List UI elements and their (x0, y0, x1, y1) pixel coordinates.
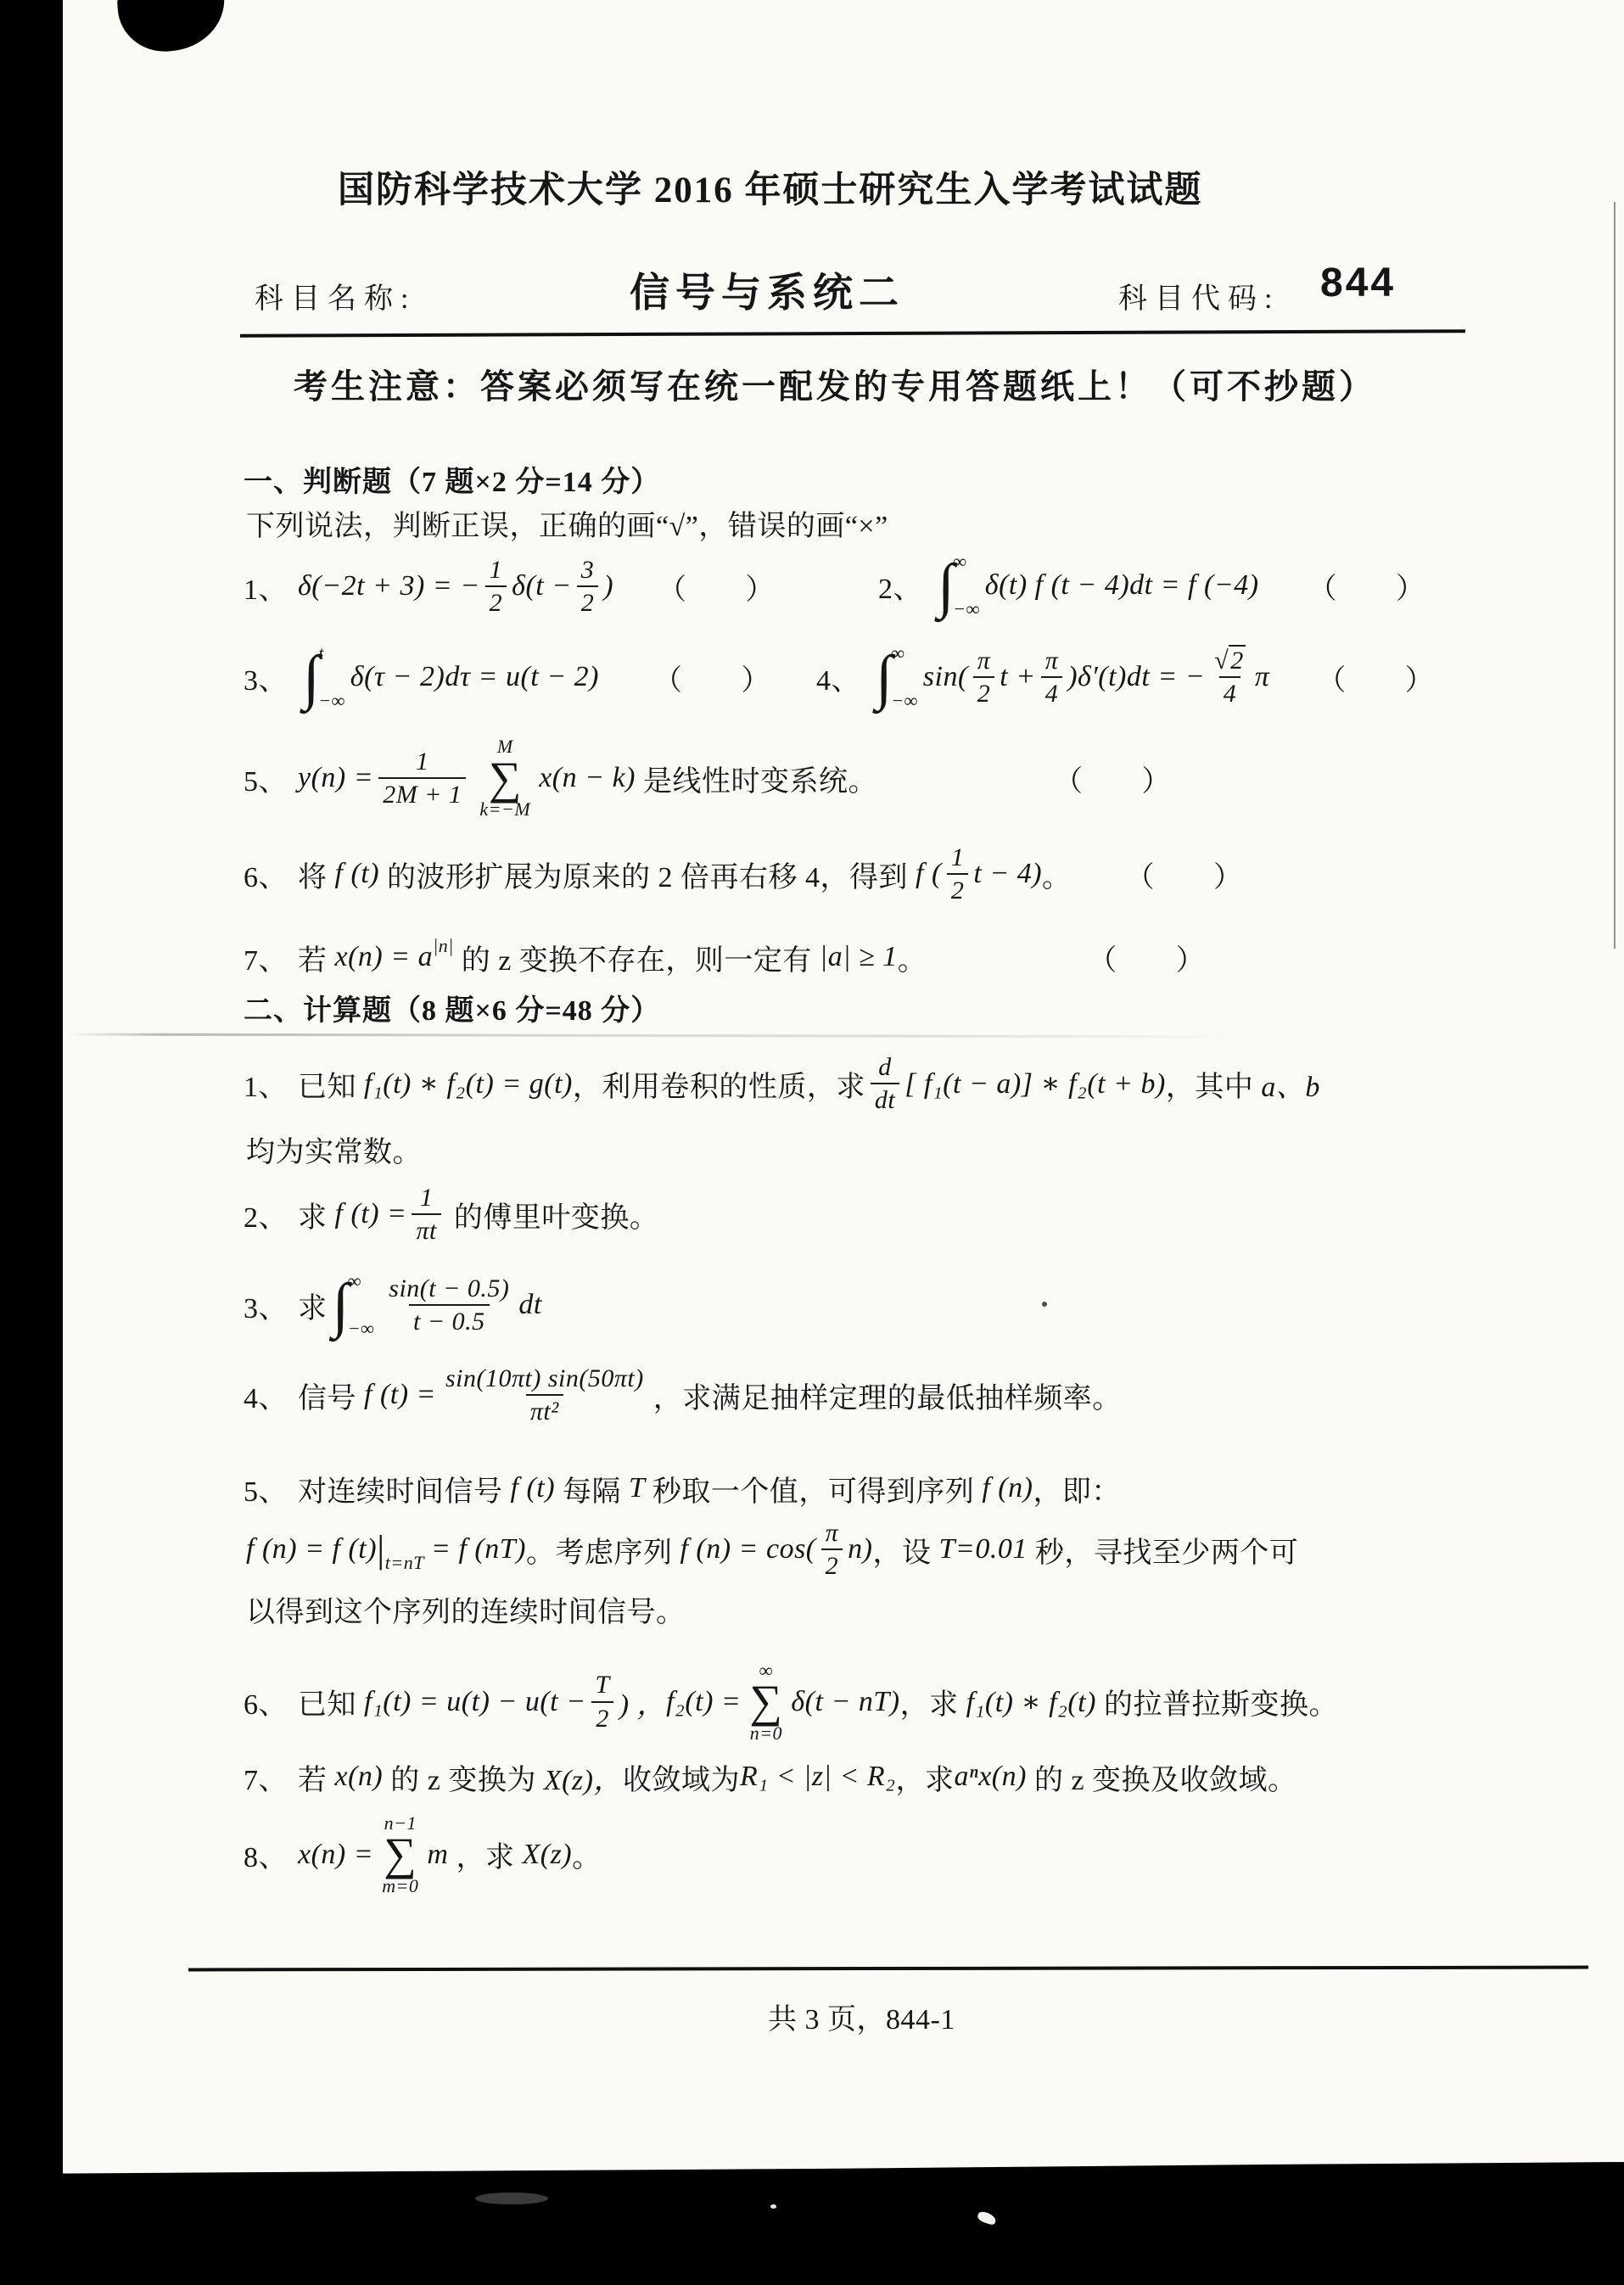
page-title (338, 161, 1203, 213)
denominator: 4 (1041, 676, 1063, 710)
summation (479, 736, 530, 820)
code-value (1320, 260, 1396, 306)
formula: δ(τ − 2)dτ = u(t − 2) (350, 661, 599, 692)
sec2-question-5-line2 (246, 1512, 1298, 1587)
denominator: 2 (973, 676, 995, 710)
numerator: 1 (950, 843, 965, 871)
notice-text: 考生注意：答案必须写在统一配发的专用答题纸上！（可不抄题） (294, 368, 1376, 406)
integral-limits (318, 640, 345, 714)
formula: f (t) = (364, 1379, 436, 1410)
statement-text: 的 z 变换为 (383, 1764, 544, 1796)
section1-header (244, 458, 660, 500)
sigma-sign: ∑ (384, 1829, 417, 1880)
answer-parens: （ ） (1088, 944, 1206, 977)
formula: T (629, 1472, 652, 1504)
subscript: t=nT (384, 1552, 424, 1573)
statement-text: 每隔 (563, 1476, 630, 1508)
page-footer (768, 1996, 955, 2037)
formula: |a| ≥ 1 (819, 941, 898, 972)
statement-text: 。考虑序列 (525, 1537, 680, 1569)
sum-lower: k=−M (479, 798, 531, 820)
q-number: 3、 (244, 664, 288, 697)
q-number: 5、 (244, 765, 288, 798)
formula: f (t) = (334, 1198, 407, 1229)
sec1-question-2 (878, 547, 1425, 624)
fraction (485, 554, 507, 619)
statement-text: ，设 (872, 1537, 939, 1569)
q-number: 7、 (244, 1764, 288, 1796)
sec2-question-8 (244, 1806, 602, 1903)
scan-left-black-edge (0, 0, 63, 2285)
statement-text: ，其中 (1165, 1071, 1262, 1103)
formula: δ(t) f (t − 4)dt = f (−4) (984, 569, 1259, 601)
lower-limit: −∞ (318, 690, 345, 711)
statement-text: ，求 (456, 1842, 523, 1873)
formula: f ( (916, 858, 942, 889)
sec2-question-1 (244, 1045, 1320, 1122)
statement-text: 的 z 变换不存在，则一定有 (453, 944, 820, 977)
statement-text: 求 (298, 1201, 335, 1234)
numerator: sin(t − 0.5) (389, 1274, 510, 1302)
sec2-question-5-line3 (246, 1588, 686, 1629)
section2-header-text: 二、计算题（8 题×6 分=48 分） (244, 995, 661, 1027)
scan-crease-line (66, 1033, 1254, 1039)
answer-parens: （ ） (652, 664, 770, 697)
denominator: 2M + 1 (378, 777, 466, 811)
sec1-question-7 (244, 932, 1205, 983)
sec2-question-5-line1 (244, 1466, 1121, 1510)
q-number: 6、 (244, 1689, 288, 1721)
summation (382, 1812, 418, 1896)
sum-lower: m=0 (382, 1874, 419, 1896)
statement-text: 已知 (298, 1689, 364, 1721)
sigma-sign: ∑ (749, 1676, 783, 1728)
statement-text: 信号 (298, 1382, 364, 1414)
formula: x(n) = a (334, 941, 434, 972)
fraction (591, 1669, 614, 1734)
q-number: 2、 (878, 573, 922, 605)
fraction (412, 1182, 440, 1247)
section1-instruction (246, 502, 888, 544)
formula: x(n) (334, 1761, 384, 1792)
subject-label-text: 科目名称: (255, 283, 417, 315)
fraction (973, 645, 995, 710)
code-label (1118, 275, 1280, 316)
statement-text: 。 (572, 1842, 602, 1873)
statement-text: 若 (298, 1764, 335, 1796)
statement-text: 的波形扩展为原来的 2 倍再右移 4，得到 (387, 861, 916, 893)
denominator: dt (871, 1083, 899, 1117)
formula: a、b (1261, 1071, 1320, 1103)
fraction (1041, 645, 1063, 710)
formula: t − 4) (973, 858, 1043, 889)
q-number: 4、 (816, 664, 860, 697)
sec2-question-3 (244, 1263, 542, 1347)
subject-value-text: 信号与系统二 (630, 270, 904, 315)
statement-text: 若 (298, 944, 335, 977)
statement-text: 的傅里叶变换。 (445, 1201, 659, 1234)
statement-text: ，求满足抽样定理的最低抽样频率。 (652, 1382, 1122, 1414)
statement-text: 的 z 变换及收敛域。 (1026, 1764, 1297, 1796)
answer-parens: （ ） (1054, 765, 1171, 798)
sec1-question-4 (816, 635, 1434, 720)
formula: = f (nT) (431, 1533, 526, 1565)
numerator: 1 (416, 747, 429, 776)
summation (749, 1660, 782, 1744)
statement-text: 。 (897, 944, 927, 977)
q-number: 4、 (244, 1382, 288, 1414)
answer-parens: （ ） (1317, 664, 1435, 697)
fraction (384, 1273, 513, 1338)
sec2-question-7 (244, 1755, 1297, 1799)
q-number: 7、 (244, 944, 288, 977)
fraction (441, 1363, 648, 1428)
notice (294, 360, 1376, 408)
statement-text: ，求 (895, 1764, 955, 1796)
sec1-question-5 (244, 731, 1171, 825)
scan-bottom-black-edge (0, 2162, 1624, 2285)
numerator: sin(10πt) sin(50πt) (445, 1364, 644, 1392)
numerator (1210, 645, 1249, 677)
numerator: π (1044, 646, 1059, 675)
sum-upper: n−1 (384, 1812, 417, 1834)
q-number: 1、 (244, 1071, 288, 1103)
denominator: 2 (577, 585, 599, 619)
q-number: 1、 (244, 574, 288, 606)
formula: X(z)， (543, 1764, 623, 1796)
integral (938, 548, 980, 623)
formula: f (n) = f (t) (246, 1533, 378, 1565)
numerator: d (878, 1052, 892, 1081)
fraction (947, 842, 969, 907)
formula: f₁(t) ∗ f₂(t) = g(t) (364, 1068, 573, 1100)
statement-text: 将 (298, 861, 335, 893)
fraction (821, 1517, 843, 1582)
integral (303, 640, 345, 714)
denominator: 4 (1219, 676, 1241, 710)
statement-text: 秒取一个值，可得到序列 (652, 1476, 983, 1508)
denominator: πt² (526, 1394, 563, 1428)
integral (333, 1268, 375, 1342)
section1-instruction-text: 下列说法，判断正误，正确的画“√”，错误的画“×” (246, 511, 888, 542)
scan-smudge (475, 2193, 548, 2204)
statement-text: 收敛域为 (623, 1764, 740, 1796)
evaluation-bar: | (377, 1527, 385, 1571)
answer-parens: （ ） (1125, 861, 1243, 893)
formula: f₂(t) = (666, 1685, 742, 1717)
scan-speck (770, 2204, 776, 2209)
formula: f₁(t) = u(t) − u(t − (364, 1685, 586, 1717)
scan-ink-blob (117, 0, 227, 54)
formula: δ(−2t + 3) = − (298, 570, 480, 602)
sigma-sign: ∑ (488, 752, 522, 804)
sec1-question-6 (244, 832, 1243, 916)
scan-right-edge-line (1614, 202, 1616, 949)
formula: f (t) (334, 858, 388, 889)
denominator: 2 (821, 1549, 843, 1582)
numerator: T (595, 1671, 610, 1699)
code-value-text: 844 (1320, 260, 1397, 305)
upper-limit: t (318, 642, 324, 664)
formula: ) (603, 570, 614, 602)
numerator: 3 (580, 555, 595, 584)
statement-text: 求 (298, 1292, 328, 1325)
formula: f₁(t) ∗ f₂(t) (966, 1686, 1104, 1718)
radical-sign: √ (1214, 646, 1229, 675)
denominator: 2 (947, 873, 969, 907)
formula: X(z) (522, 1838, 573, 1870)
sec1-question-1 (244, 550, 775, 623)
upper-limit: ∞ (891, 642, 905, 664)
sum-lower: n=0 (749, 1722, 783, 1744)
formula: x(n − k) (539, 762, 643, 793)
radicand: 2 (1230, 646, 1244, 675)
formula: f (n) = cos( (680, 1533, 816, 1565)
header-divider (240, 329, 1465, 338)
denominator: 2 (485, 585, 507, 619)
integral-sign: ∫ (876, 642, 893, 711)
sum-upper: M (496, 736, 513, 758)
q-number: 8、 (244, 1842, 288, 1873)
page-footer-text: 共 3 页，844-1 (768, 2004, 955, 2036)
formula: π (1254, 661, 1270, 692)
formula: T=0.01 (938, 1533, 1035, 1565)
footer-divider (188, 1966, 1588, 1972)
statement-text: ，利用卷积的性质，求 (572, 1071, 865, 1103)
integral-limits (891, 640, 918, 714)
code-label-text: 科目代码: (1118, 283, 1280, 315)
formula: x(n) = (298, 1838, 374, 1870)
superscript: |n| (433, 935, 454, 956)
denominator: πt (412, 1213, 440, 1247)
sec2-question-4 (244, 1351, 1122, 1439)
statement-text: ，求 (899, 1689, 966, 1721)
statement-text: 秒，寻找至少两个可 (1034, 1537, 1299, 1569)
page-title-text: 国防科学技术大学 2016 年硕士研究生入学考试试题 (338, 171, 1203, 210)
sum-upper: ∞ (759, 1659, 773, 1681)
answer-parens: （ ） (1308, 573, 1425, 605)
sqrt-fraction (1210, 645, 1249, 710)
statement-text: 。 (1042, 861, 1072, 893)
fraction (577, 554, 599, 619)
sec2-question-1-continued (246, 1128, 422, 1169)
formula: [ f₁(t − a)] ∗ f₂(t + b) (904, 1068, 1166, 1100)
q-number: 5、 (244, 1476, 288, 1508)
formula: δ(t − nT) (791, 1685, 900, 1717)
formula: ) ， (619, 1689, 667, 1721)
lower-limit: −∞ (347, 1318, 375, 1339)
statement-text: 的拉普拉斯变换。 (1103, 1689, 1338, 1721)
formula: R₁ < |z| < R₂ (740, 1761, 896, 1792)
formula: dt (518, 1289, 542, 1320)
formula: f (n) (982, 1472, 1033, 1504)
statement-text: 均为实常数。 (246, 1136, 422, 1168)
integral (876, 640, 918, 714)
section2-header (244, 987, 660, 1028)
statement-text: 对连续时间信号 (298, 1476, 511, 1508)
statement-text: 是线性时变系统。 (643, 765, 877, 798)
numerator: π (977, 646, 991, 675)
sec1-question-3 (244, 638, 770, 716)
formula: )δ′(t)dt = − (1067, 661, 1206, 692)
integral-sign: ∫ (332, 1270, 350, 1339)
upper-limit: ∞ (953, 551, 967, 572)
statement-text: ，即： (1033, 1476, 1121, 1508)
numerator: 1 (419, 1183, 434, 1212)
answer-parens: （ ） (658, 574, 776, 606)
fraction (871, 1051, 899, 1117)
integral-limits (348, 1268, 375, 1342)
subject-value (630, 261, 904, 318)
lower-limit: −∞ (891, 690, 918, 711)
q-number: 6、 (244, 861, 288, 893)
section1-header-text: 一、判断题（7 题×2 分=14 分） (244, 467, 661, 498)
integral-sign: ∫ (303, 642, 321, 711)
denominator: t − 0.5 (409, 1304, 490, 1338)
formula: aⁿx(n) (954, 1761, 1027, 1792)
formula: y(n) = (298, 762, 374, 793)
statement-text: 以得到这个序列的连续时间信号。 (246, 1596, 686, 1628)
numerator: 1 (489, 555, 503, 584)
fraction (378, 746, 466, 811)
integral-limits (953, 548, 980, 623)
denominator: 2 (591, 1701, 613, 1735)
sec2-question-6 (244, 1653, 1338, 1750)
sec2-question-2 (244, 1178, 658, 1251)
formula: sin( (922, 661, 968, 692)
numerator: π (825, 1518, 839, 1547)
formula: t + (1000, 661, 1036, 692)
q-number: 3、 (244, 1292, 288, 1325)
scan-speck (1042, 1302, 1047, 1307)
lower-limit: −∞ (953, 598, 980, 619)
formula: δ(t − (512, 570, 572, 602)
upper-limit: ∞ (347, 1270, 361, 1291)
statement-text: 已知 (298, 1071, 364, 1103)
formula: n) (848, 1533, 873, 1565)
formula: f (t) (510, 1472, 563, 1504)
subject-label (255, 275, 416, 316)
integral-sign: ∫ (938, 551, 955, 619)
formula: m (427, 1838, 456, 1870)
q-number: 2、 (244, 1201, 288, 1234)
